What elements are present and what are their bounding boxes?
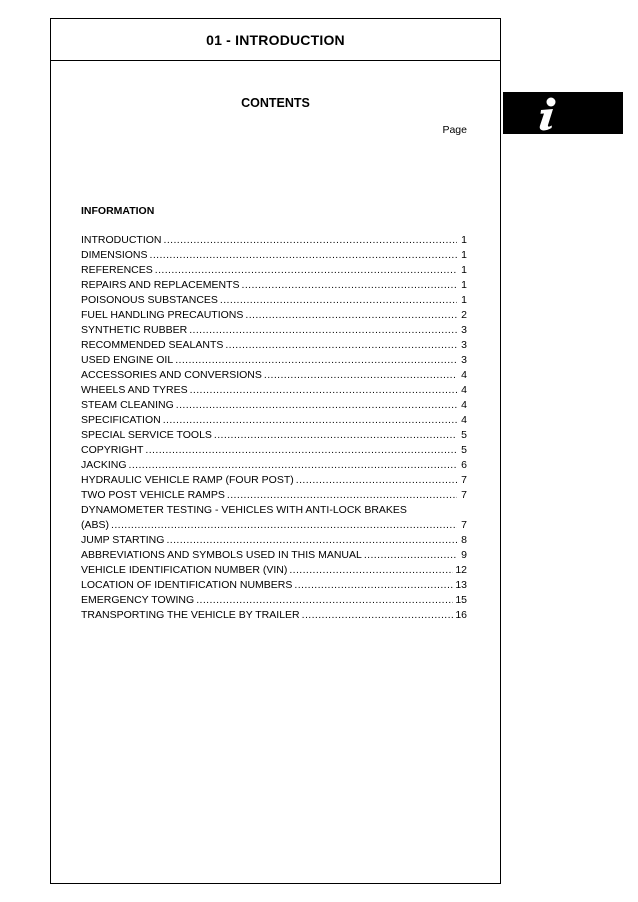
toc-entry-title: EMERGENCY TOWING [81,594,195,606]
toc-entry[interactable] [81,593,467,608]
toc-entry-line [81,413,467,428]
toc-entry-title: SYNTHETIC RUBBER [81,324,188,336]
toc-entry-title: DIMENSIONS [81,249,148,261]
toc-entry-page: 5 [461,429,467,441]
toc-leader-dots [364,548,457,563]
toc-entry-page: 7 [461,489,467,501]
toc-entry-line [81,308,467,323]
chapter-title: 01 - INTRODUCTION [206,31,345,48]
toc-entry-title: JUMP STARTING [81,534,165,546]
toc-entry-line [81,578,467,593]
toc-leader-dots [175,353,457,368]
toc-entry-line [81,608,467,623]
toc-entry-title: POISONOUS SUBSTANCES [81,294,218,306]
info-tab [503,92,623,134]
toc-entry-line [81,293,467,308]
toc-leader-dots [164,233,458,248]
toc-entry-title: ACCESSORIES AND CONVERSIONS [81,369,262,381]
toc-entry-line [81,368,467,383]
toc-leader-dots [111,518,457,533]
toc-entry-page: 3 [461,324,467,336]
toc-entry[interactable] [81,563,467,578]
toc-leader-dots [129,458,457,473]
toc-entry-line [81,533,467,548]
header-band [51,19,500,61]
toc-entry[interactable] [81,368,467,383]
toc-entry-page: 3 [461,354,467,366]
toc-entry-line [81,518,467,533]
toc-entry-title: DYNAMOMETER TESTING - VEHICLES WITH ANTI-LOCK BRAKES [81,504,407,516]
toc-entry-line [81,383,467,398]
toc-entry-title-continued: (ABS) [81,519,110,531]
toc-entry[interactable] [81,338,467,353]
toc-leader-dots [245,308,457,323]
toc-entry-title: TRANSPORTING THE VEHICLE BY TRAILER [81,609,300,621]
toc-leader-dots [189,323,457,338]
toc-entry-page: 1 [461,294,467,306]
toc-entry[interactable] [81,458,467,473]
toc-leader-dots [145,443,457,458]
toc-entry-line [81,473,467,488]
info-icon [533,96,561,132]
toc-entry-page: 13 [455,579,467,591]
toc-entry[interactable] [81,353,467,368]
toc-entry-page: 7 [461,474,467,486]
toc-entry[interactable] [81,278,467,293]
toc-entry-page: 1 [461,234,467,246]
section-heading: INFORMATION [81,205,155,217]
toc-entry-title: ABBREVIATIONS AND SYMBOLS USED IN THIS MANUAL [81,549,362,561]
table-of-contents [81,233,467,623]
toc-entry-line [81,233,467,248]
toc-entry-title: INTRODUCTION [81,234,162,246]
toc-entry[interactable] [81,428,467,443]
toc-leader-dots [166,533,457,548]
toc-entry-page: 6 [461,459,467,471]
toc-leader-dots [227,488,457,503]
toc-leader-dots [296,473,457,488]
toc-entry-line [81,353,467,368]
toc-entry[interactable] [81,293,467,308]
toc-entry-title: WHEELS AND TYRES [81,384,188,396]
toc-entry[interactable] [81,263,467,278]
toc-entry-title: REPAIRS AND REPLACEMENTS [81,279,240,291]
toc-leader-dots [264,368,457,383]
toc-entry[interactable] [81,548,467,563]
toc-entry-page: 2 [461,309,467,321]
toc-leader-dots [225,338,457,353]
toc-leader-dots [289,563,453,578]
toc-entry[interactable] [81,473,467,488]
toc-leader-dots [155,263,457,278]
toc-entry-title: JACKING [81,459,127,471]
toc-entry[interactable] [81,443,467,458]
toc-leader-dots [196,593,453,608]
toc-entry[interactable] [81,608,467,623]
toc-entry-title: STEAM CLEANING [81,399,174,411]
toc-entry[interactable] [81,503,467,533]
toc-entry-page: 5 [461,444,467,456]
toc-entry[interactable] [81,383,467,398]
page-column-label: Page [442,124,467,136]
toc-entry-page: 7 [461,519,467,531]
toc-entry[interactable] [81,233,467,248]
toc-leader-dots [294,578,453,593]
toc-entry-line [81,323,467,338]
toc-entry-title: VEHICLE IDENTIFICATION NUMBER (VIN) [81,564,288,576]
toc-entry-title: LOCATION OF IDENTIFICATION NUMBERS [81,579,293,591]
toc-entry-line [81,338,467,353]
toc-entry-page: 1 [461,279,467,291]
toc-leader-dots [302,608,454,623]
toc-entry-page: 9 [461,549,467,561]
toc-entry-page: 4 [461,369,467,381]
toc-leader-dots [163,413,457,428]
toc-entry-line [81,278,467,293]
toc-entry[interactable] [81,323,467,338]
toc-leader-dots [150,248,457,263]
toc-entry-line [81,428,467,443]
toc-entry-title: RECOMMENDED SEALANTS [81,339,224,351]
toc-entry-line [81,398,467,413]
toc-entry-line [81,488,467,503]
toc-entry[interactable] [81,413,467,428]
toc-entry-page: 4 [461,399,467,411]
toc-entry-title: COPYRIGHT [81,444,144,456]
toc-entry-title: USED ENGINE OIL [81,354,174,366]
toc-entry-page: 8 [461,534,467,546]
toc-entry-title: SPECIFICATION [81,414,161,426]
toc-entry[interactable] [81,533,467,548]
toc-entry-line [81,248,467,263]
toc-entry[interactable] [81,578,467,593]
toc-entry-title: FUEL HANDLING PRECAUTIONS [81,309,244,321]
toc-entry-line [81,548,467,563]
toc-entry-title: SPECIAL SERVICE TOOLS [81,429,212,441]
toc-entry-page: 3 [461,339,467,351]
toc-entry-page: 15 [455,594,467,606]
toc-leader-dots [220,293,457,308]
toc-leader-dots [190,383,457,398]
toc-entry-page: 12 [455,564,467,576]
toc-entry-line [81,563,467,578]
toc-entry-line [81,263,467,278]
toc-entry-page: 1 [461,249,467,261]
toc-entry-line [81,593,467,608]
toc-entry-page: 4 [461,384,467,396]
toc-leader-dots [176,398,457,413]
toc-entry[interactable] [81,398,467,413]
toc-entry[interactable] [81,308,467,323]
toc-entry-line [81,443,467,458]
toc-leader-dots [242,278,457,293]
contents-heading: CONTENTS [241,96,310,110]
toc-entry-title: HYDRAULIC VEHICLE RAMP (FOUR POST) [81,474,294,486]
toc-entry-page: 1 [461,264,467,276]
toc-entry-line [81,458,467,473]
page-frame [50,18,501,884]
toc-entry-page: 16 [455,609,467,621]
toc-entry[interactable] [81,488,467,503]
toc-entry-title: REFERENCES [81,264,153,276]
toc-leader-dots [214,428,457,443]
toc-entry-page: 4 [461,414,467,426]
toc-entry[interactable] [81,248,467,263]
toc-entry-title: TWO POST VEHICLE RAMPS [81,489,225,501]
